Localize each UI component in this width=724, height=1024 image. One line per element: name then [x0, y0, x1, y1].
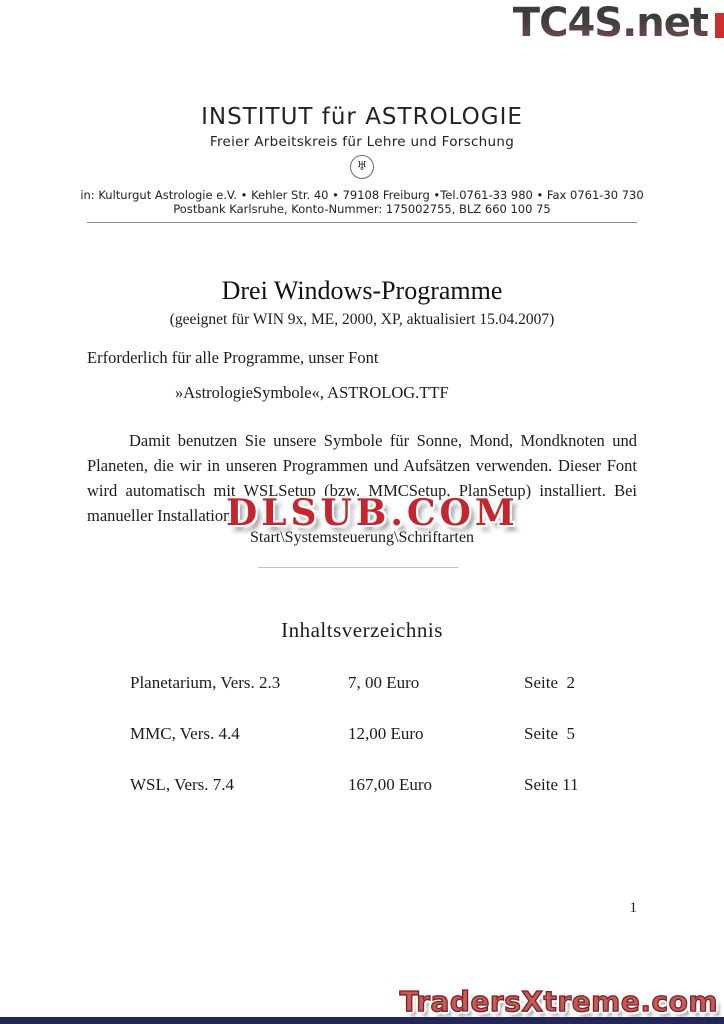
tc4s-red-accent-icon	[715, 13, 724, 38]
letterhead-address	[0, 188, 724, 216]
letterhead-divider	[87, 222, 637, 223]
section-divider	[258, 567, 458, 568]
toc-price: 167,00 Euro	[348, 775, 433, 794]
address-line-1: in: Kulturgut Astrologie e.V. • Kehler Str. 40 • 79108 Freiburg •Tel.0761-33 980 • Fax 0761-30 730	[80, 188, 644, 202]
institute-emblem-icon: ♅	[350, 155, 374, 179]
intro-line: Erforderlich für alle Programme, unser Font	[87, 348, 379, 367]
toc-title: Inhaltsverzeichnis	[281, 618, 443, 642]
tc4s-watermark: TC4S.net	[512, 0, 708, 46]
toc-program-name: MMC, Vers. 4.4	[130, 724, 240, 743]
paragraph-line: wird automatisch mit WSLSetup (bzw. MMCSetup, PlanSetup) installiert. Bei	[87, 481, 637, 500]
toc-program-name: Planetarium, Vers. 2.3	[130, 673, 281, 692]
letterhead	[0, 104, 724, 179]
institute-subtitle: Freier Arbeitskreis für Lehre und Forschung	[209, 134, 515, 150]
toc-row	[130, 775, 590, 797]
dlsub-watermark: DLSUB.COM	[226, 492, 519, 534]
bottom-navy-bar	[0, 1017, 724, 1024]
table-of-contents	[130, 673, 590, 826]
tradersxtreme-watermark: TradersXtreme.com	[399, 985, 718, 1018]
toc-row	[130, 724, 590, 746]
toc-page-ref: Seite 11	[524, 775, 579, 794]
control-panel-path: Start\Systemsteuerung\Schriftarten	[250, 529, 474, 546]
toc-page-ref: Seite 2	[524, 673, 575, 692]
document-title-note: (geeignet für WIN 9x, ME, 2000, XP, aktualisiert 15.04.2007)	[169, 311, 555, 328]
document-title: Drei Windows-Programme	[221, 276, 503, 305]
toc-price: 12,00 Euro	[348, 724, 424, 743]
institute-title: INSTITUT für ASTROLOGIE	[201, 104, 523, 130]
font-name-line: »AstrologieSymbole«, ASTROLOG.TTF	[175, 383, 449, 402]
paragraph-line: manueller Installation	[87, 506, 232, 525]
paragraph-line: Damit benutzen Sie unsere Symbole für Sonne, Mond, Mondknoten und	[129, 431, 637, 450]
toc-row	[130, 673, 590, 695]
page-number: 1	[629, 900, 637, 916]
toc-page-ref: Seite 5	[524, 724, 575, 743]
toc-program-name: WSL, Vers. 7.4	[130, 775, 235, 794]
toc-price: 7, 00 Euro	[348, 673, 420, 692]
paragraph-line: Planeten, die wir in unseren Programmen und Aufsätzen verwenden. Dieser Font	[87, 456, 637, 475]
address-line-2: Postbank Karlsruhe, Konto-Nummer: 175002755, BLZ 660 100 75	[173, 202, 551, 216]
